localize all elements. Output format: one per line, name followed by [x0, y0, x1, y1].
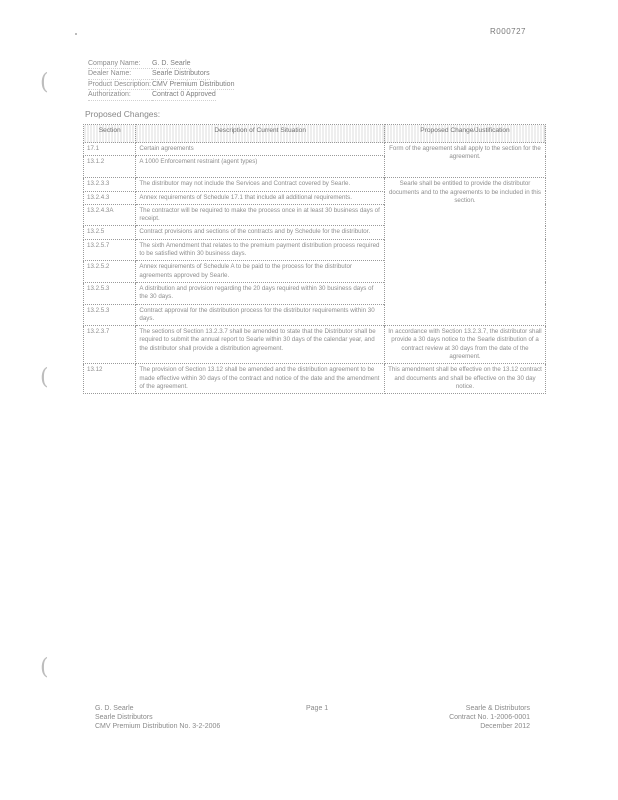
footer-line: G. D. Searle [95, 705, 134, 712]
footer-line: Searle Distributors [95, 714, 153, 721]
info-label: Company Name: [88, 59, 152, 69]
section-title: Proposed Changes: [85, 109, 161, 119]
info-value: Contract 0 Approved [152, 90, 216, 100]
section-cell: 13.2.4.3A [84, 204, 136, 226]
table-row [84, 364, 546, 394]
company-info-block [88, 59, 234, 101]
info-row-company [88, 59, 234, 69]
info-label: Dealer Name: [88, 69, 152, 79]
section-cell: 13.2.5.7 [84, 239, 136, 261]
description-cell: A 1000 Enforcement restraint (agent types) [136, 156, 385, 178]
column-header-justification: Proposed Change/Justification [384, 125, 545, 143]
binder-hole-mark-top: ( [40, 70, 49, 95]
binder-hole-mark-middle: ( [40, 365, 49, 390]
column-header-description: Description of Current Situation [136, 125, 385, 143]
info-value: Searle Distributors [152, 69, 210, 79]
justification-cell: Searle shall be entitled to provide the distributor documents and to the agreements to be included in this section. [384, 178, 545, 326]
section-cell: 17.1 [84, 143, 136, 156]
section-cell: 13.2.3.7 [84, 326, 136, 364]
info-label: Authorization: [88, 90, 152, 100]
info-row-dealer [88, 69, 234, 79]
bates-number: R000727 [490, 27, 526, 36]
table-row [84, 143, 546, 156]
description-cell: The provision of Section 13.12 shall be amended and the distribution agreement to be made effective within 30 days of the contract and notice of the date and the amendment of the agreement. [136, 364, 385, 394]
description-cell: A distribution and provision regarding the 20 days required within 30 business days of the 30 days. [136, 282, 385, 304]
table-header-row [84, 125, 546, 143]
description-cell: The distributor may not include the Services and Contract covered by Searle. [136, 178, 385, 191]
proposed-changes-table [83, 124, 546, 394]
section-cell: 13.2.3.3 [84, 178, 136, 191]
description-cell: Annex requirements of Schedule 17.1 that include all additional requirements. [136, 191, 385, 204]
binder-hole-mark-bottom: ( [40, 655, 49, 680]
table-row [84, 326, 546, 364]
section-cell: 13.2.5.3 [84, 282, 136, 304]
justification-cell: Form of the agreement shall apply to the section for the agreement. [384, 143, 545, 178]
section-cell: 13.1.2 [84, 156, 136, 178]
description-cell: Contract provisions and sections of the contracts and by Schedule for the distributor. [136, 226, 385, 239]
description-cell: The sixth Amendment that relates to the premium payment distribution process required to be satisfied within 30 business days. [136, 239, 385, 261]
footer-line: CMV Premium Distribution No. 3-2-2006 [95, 723, 221, 730]
info-row-authorization [88, 90, 234, 100]
description-cell: Certain agreements [136, 143, 385, 156]
info-value: G. D. Searle [152, 59, 191, 69]
footer-line: December 2012 [480, 723, 530, 730]
justification-cell: This amendment shall be effective on the 13.12 contract and documents and shall be effective on the 30 day notice. [384, 364, 545, 394]
footer-right [449, 704, 530, 731]
section-cell: 13.2.5.3 [84, 304, 136, 326]
page-number: Page 1 [306, 705, 329, 712]
info-value: CMV Premium Distribution [152, 80, 234, 90]
footer-left [95, 704, 220, 731]
justification-cell: In accordance with Section 13.2.3.7, the distributor shall provide a 30 days notice to the Searle distribution of a contract review at 30 days from the date of the agreement. [384, 326, 545, 364]
column-header-section: Section [84, 125, 136, 143]
info-row-product [88, 80, 234, 90]
section-cell: 13.2.5 [84, 226, 136, 239]
section-cell: 13.12 [84, 364, 136, 394]
footer-line: Contract No. 1-2006-0001 [449, 714, 530, 721]
description-cell: Annex requirements of Schedule A to be paid to the process for the distributor agreements approved by Searle. [136, 261, 385, 283]
info-label: Product Description: [88, 80, 152, 90]
section-cell: 13.2.5.2 [84, 261, 136, 283]
section-cell: 13.2.4.3 [84, 191, 136, 204]
description-cell: The contractor will be required to make the process once in at least 30 business days of receipt. [136, 204, 385, 226]
footer-line: Searle & Distributors [465, 705, 530, 712]
description-cell: The sections of Section 13.2.3.7 shall be amended to state that the Distributor shall be required to submit the annual report to Searle within 30 days of the calendar year, and the distributor shall provide a distribution agreement. [136, 326, 385, 364]
description-cell: Contract approval for the distribution process for the distributor requirements within 30 days. [136, 304, 385, 326]
table-row [84, 178, 546, 191]
scan-speck [75, 33, 77, 35]
